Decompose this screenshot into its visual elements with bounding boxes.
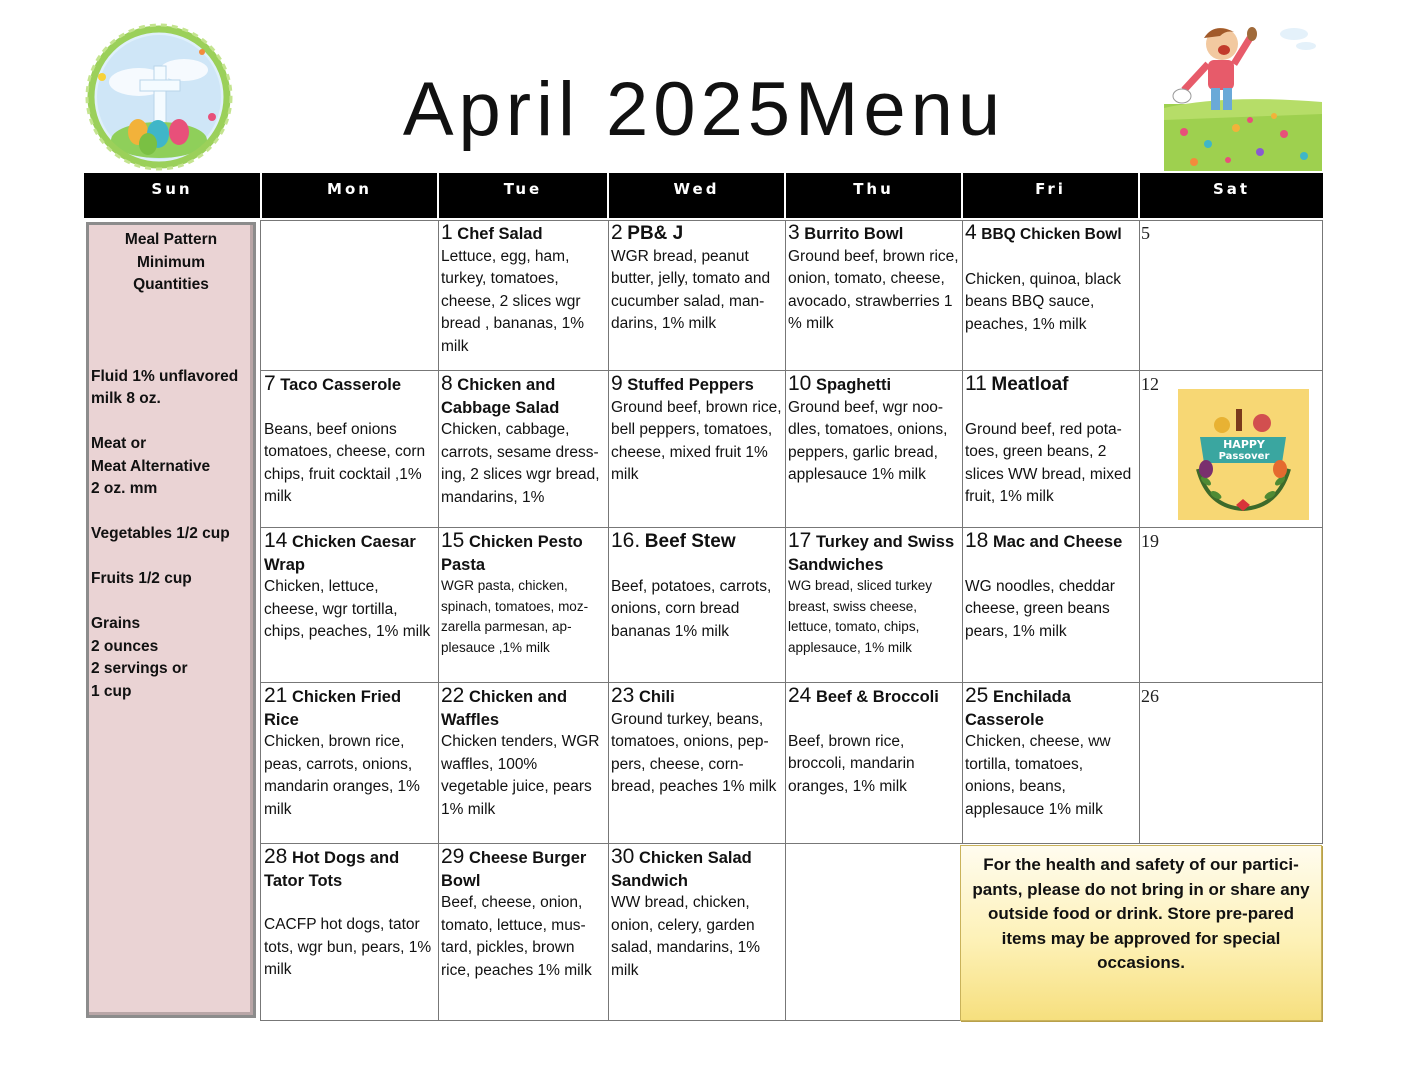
dish-name: Beef & Broccoli (815, 688, 939, 706)
header-sun: Sun (84, 173, 260, 218)
grid-line (260, 1020, 960, 1021)
day-cell-10: 10 Spaghetti Ground beef, wgr noo-dles, tomatoes, onions, peppers, garlic bread, applesauce 1% milk (786, 373, 962, 527)
meal-pattern-fruits: Fruits 1/2 cup (91, 570, 192, 587)
dish-name: Meatloaf (991, 374, 1069, 395)
dish-name: Beef Stew (644, 531, 736, 552)
grid-line (1322, 220, 1323, 844)
dish-name: Chicken Pesto Pasta (441, 533, 583, 574)
day-cell-30: 30 Chicken Salad Sandwich WW bread, chicken, onion, celery, garden salad, mandarins, 1% milk (609, 846, 785, 1020)
meal-pattern-vegetables: Vegetables 1/2 cup (91, 525, 230, 542)
grid-line (260, 220, 261, 1021)
dish-name: Chili (638, 688, 675, 706)
grid-line (260, 370, 1323, 371)
day-cell-16: 16. Beef Stew Beef, potatoes, carrots, onions, corn bread bananas 1% milk (609, 530, 785, 682)
meal-pattern-grains: Grains 2 ounces 2 servings or 1 cup (91, 615, 188, 700)
dish-name: Enchilada Casserole (965, 688, 1071, 729)
dish-description: Chicken, lettuce, cheese, wgr tortilla, chips, peaches, 1% milk (264, 578, 431, 640)
day-cell-7: 7 Taco Casserole Beans, beef onions tomatoes, cheese, corn chips, fruit cocktail ,1% milk (262, 373, 438, 527)
day-cell-3: 3 Burrito Bowl Ground beef, brown rice, onion, tomato, cheese, avocado, strawberries 1 % milk (786, 222, 962, 370)
happy-passover-image (1178, 389, 1309, 520)
day-cell-23: 23 Chili Ground turkey, beans, tomatoes, onions, pep-pers, cheese, corn-bread, peaches 1% milk (609, 685, 785, 843)
food-safety-notice: For the health and safety of our partici-pants, please do not bring in or share any outside food or drink. Store pre-pared items may be approved for special occasions. (960, 845, 1322, 1021)
day-cell-11: 11 Meatloaf Ground beef, red pota-toes, green beans, 2 slices WW bread, mixed fruit, 1% milk (963, 373, 1139, 527)
dish-name: Spaghetti (815, 376, 892, 394)
passover-label: HAPPY Passover (1218, 438, 1270, 462)
dish-name: Chicken and Waffles (441, 688, 568, 729)
day-cell-14: 14 Chicken Caesar Wrap Chicken, lettuce, cheese, wgr tortilla, chips, peaches, 1% milk (262, 530, 438, 682)
day-cell-8: 8 Chicken and Cabbage Salad Chicken, cabbage, carrots, sesame dress-ing, 2 slices wgr bread, mandarins, 1% (439, 373, 608, 527)
day-cell-28: 28 Hot Dogs and Tator Tots CACFP hot dogs, tator tots, wgr bun, pears, 1% milk (262, 846, 438, 1020)
header-thu: Thu (786, 173, 961, 218)
dish-name: Chicken Fried Rice (264, 688, 402, 729)
dish-description: WW bread, chicken, onion, celery, garden salad, mandarins, 1% milk (611, 894, 761, 979)
dish-name: Chicken and Cabbage Salad (441, 376, 560, 417)
day-cell-24: 24 Beef & Broccoli Beef, brown rice, broccoli, mandarin oranges, 1% milk (786, 685, 962, 843)
dish-description: Beef, cheese, onion, tomato, lettuce, mus-tard, pickles, brown rice, peaches 1% milk (441, 894, 592, 979)
dish-description: WG noodles, cheddar cheese, green beans pears, 1% milk (965, 577, 1115, 640)
day-cell-25: 25 Enchilada Casserole Chicken, cheese, ww tortilla, tomatoes, onions, beans, applesauce 1% milk (963, 685, 1139, 843)
dish-name: Chicken Caesar Wrap (264, 533, 416, 574)
header-tue: Tue (439, 173, 607, 218)
dish-name: Chef Salad (457, 225, 543, 243)
day-cell-15: 15 Chicken Pesto Pasta WGR pasta, chicken, spinach, tomatoes, moz-zarella parmesan, ap-plesauce ,1% milk (439, 530, 608, 682)
dish-description: CACFP hot dogs, tator tots, wgr bun, pears, 1% milk (264, 916, 432, 978)
dish-name: Stuffed Peppers (627, 376, 754, 394)
saturday-date: 12 (1141, 374, 1159, 394)
dish-description: Ground beef, brown rice, onion, tomato, cheese, avocado, strawberries 1 % milk (788, 247, 959, 332)
meal-pattern-meat: Meat or Meat Alternative 2 oz. mm (91, 435, 211, 497)
dish-name: BBQ Chicken Bowl (981, 226, 1122, 243)
day-cell-18: 18 Mac and Cheese WG noodles, cheddar cheese, green beans pears, 1% milk (963, 530, 1139, 682)
dish-description: Ground beef, red pota-toes, green beans, 2 slices WW bread, mixed fruit, 1% milk (965, 420, 1132, 505)
dish-name: Chicken Salad Sandwich (611, 849, 752, 890)
saturday-date: 26 (1141, 686, 1159, 706)
day-cell-29: 29 Cheese Burger Bowl Beef, cheese, onion, tomato, lettuce, mus-tard, pickles, brown rice, peaches 1% milk (439, 846, 608, 1020)
grid-line (260, 220, 1323, 221)
dish-description: Ground turkey, beans, tomatoes, onions, pep-pers, cheese, corn-bread, peaches 1% milk (611, 710, 777, 795)
dish-description: Lettuce, egg, ham, turkey, tomatoes, cheese, 2 slices wgr bread , bananas, 1% milk (441, 247, 585, 355)
day-cell-2: 2 PB& J WGR bread, peanut butter, jelly, tomato and cucumber salad, man-darins, 1% milk (609, 222, 785, 370)
header-sat: Sat (1140, 173, 1323, 218)
dish-name: PB& J (627, 223, 684, 244)
dish-description: Beef, brown rice, broccoli, mandarin oranges, 1% milk (788, 732, 915, 795)
grid-line (260, 843, 1323, 844)
dish-description: Chicken tenders, WGR waffles, 100% vegetable juice, pears 1% milk (441, 733, 600, 818)
day-cell-9: 9 Stuffed Peppers Ground beef, brown rice, bell peppers, tomatoes, cheese, mixed fruit 1% milk (609, 373, 785, 527)
easter-wreath-image (84, 22, 234, 172)
day-cell-22: 22 Chicken and Waffles Chicken tenders, WGR waffles, 100% vegetable juice, pears 1% milk (439, 685, 608, 843)
grid-line (1139, 220, 1140, 844)
dish-description: Chicken, brown rice, peas, carrots, onions, mandarin oranges, 1% milk (264, 733, 420, 818)
dish-description: Beans, beef onions tomatoes, cheese, corn chips, fruit cocktail ,1% milk (264, 420, 426, 505)
meal-pattern-panel (86, 222, 256, 1018)
dish-description: Ground beef, brown rice, bell peppers, tomatoes, cheese, mixed fruit 1% milk (611, 398, 782, 483)
dish-name: Mac and Cheese (992, 533, 1123, 551)
header-wed: Wed (609, 173, 784, 218)
day-cell-1: 1 Chef Salad Lettuce, egg, ham, turkey, tomatoes, cheese, 2 slices wgr bread , bananas, 1% milk (439, 222, 608, 370)
grid-line (260, 527, 1323, 528)
dish-name: Cheese Burger Bowl (441, 849, 587, 890)
dish-description: Chicken, cabbage, carrots, sesame dress-ing, 2 slices wgr bread, mandarins, 1% (441, 421, 600, 506)
dish-name: Turkey and Swiss Sandwiches (788, 533, 955, 574)
dish-name: Hot Dogs and Tator Tots (264, 849, 400, 890)
dish-description: Ground beef, wgr noo-dles, tomatoes, onions, peppers, garlic bread, applesauce 1% milk (788, 398, 948, 483)
dish-description: Chicken, quinoa, black beans BBQ sauce, peaches, 1% milk (965, 270, 1121, 333)
day-cell-21: 21 Chicken Fried Rice Chicken, brown rice, peas, carrots, onions, mandarin oranges, 1% milk (262, 685, 438, 843)
grid-line (260, 682, 1323, 683)
dish-name: Burrito Bowl (804, 225, 904, 243)
dish-description: WG bread, sliced turkey breast, swiss cheese, lettuce, tomato, chips, applesauce, 1% milk (788, 578, 933, 655)
meal-pattern-title: Meal Pattern Minimum Quantities (124, 231, 218, 293)
header-mon: Mon (262, 173, 437, 218)
easter-egg-hunt-kid-image (1164, 24, 1322, 171)
day-cell-17: 17 Turkey and Swiss Sandwiches WG bread, sliced turkey breast, swiss cheese, lettuce, tomato, chips, applesauce, 1% milk (786, 530, 962, 682)
saturday-date: 19 (1141, 531, 1159, 551)
header-fri: Fri (963, 173, 1138, 218)
page-title: April 2025Menu (402, 67, 1006, 152)
day-cell-4: 4 BBQ Chicken Bowl Chicken, quinoa, black beans BBQ sauce, peaches, 1% milk (963, 222, 1139, 370)
dish-description: Chicken, cheese, ww tortilla, tomatoes, onions, beans, applesauce 1% milk (965, 733, 1111, 818)
dish-name: Taco Casserole (280, 376, 402, 394)
dish-description: Beef, potatoes, carrots, onions, corn bread bananas 1% milk (611, 577, 772, 640)
saturday-date: 5 (1141, 223, 1150, 243)
dish-description: WGR bread, peanut butter, jelly, tomato and cucumber salad, man-darins, 1% milk (611, 247, 771, 332)
meal-pattern-milk: Fluid 1% unflavored milk 8 oz. (91, 367, 239, 407)
dish-description: WGR pasta, chicken, spinach, tomatoes, moz-zarella parmesan, ap-plesauce ,1% milk (441, 578, 589, 655)
